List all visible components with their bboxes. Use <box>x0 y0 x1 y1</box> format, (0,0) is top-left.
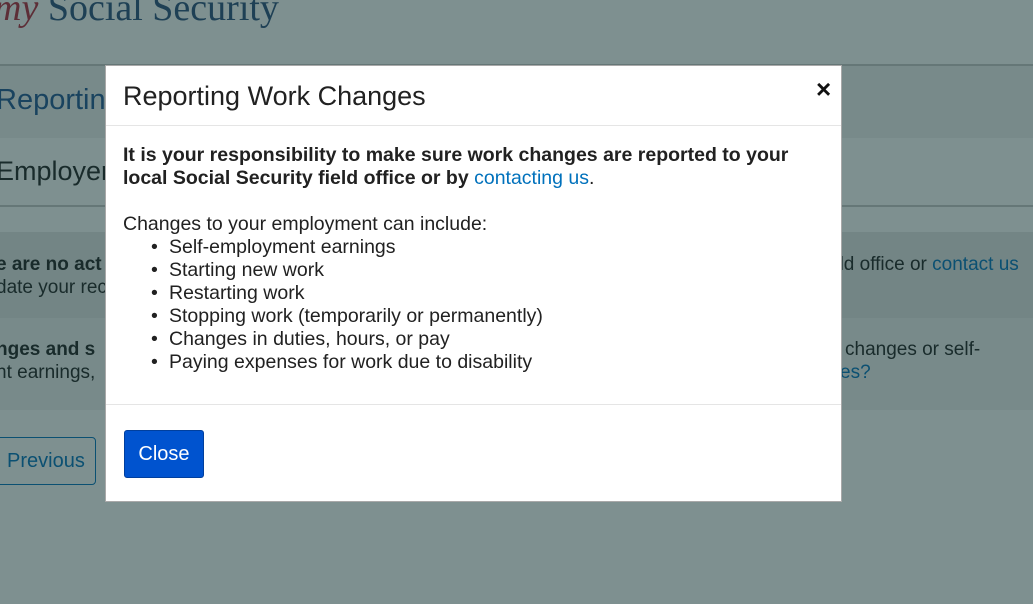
modal-footer <box>106 404 841 502</box>
close-button[interactable]: Close <box>124 430 204 478</box>
list-item: • Paying expenses for work due to disability <box>169 351 823 374</box>
reporting-work-changes-modal <box>105 65 842 502</box>
changes-intro: Changes to your employment can include: <box>123 213 488 235</box>
modal-header <box>106 66 841 126</box>
responsibility-statement: It is your responsibility to make sure work changes are reported to your local Social Security field office or by contacting us. <box>123 144 789 189</box>
list-item: • Changes in duties, hours, or pay <box>169 328 823 351</box>
list-item: • Self-employment earnings <box>169 236 823 259</box>
close-icon[interactable]: × <box>816 74 832 104</box>
contacting-us-link[interactable]: contacting us <box>474 167 590 189</box>
list-item: • Stopping work (temporarily or permanently) <box>169 305 823 328</box>
modal-title: Reporting Work Changes <box>123 81 426 111</box>
list-item: • Starting new work <box>169 259 823 282</box>
changes-list <box>123 236 823 374</box>
modal-body <box>123 144 823 374</box>
list-item: • Restarting work <box>169 282 823 305</box>
